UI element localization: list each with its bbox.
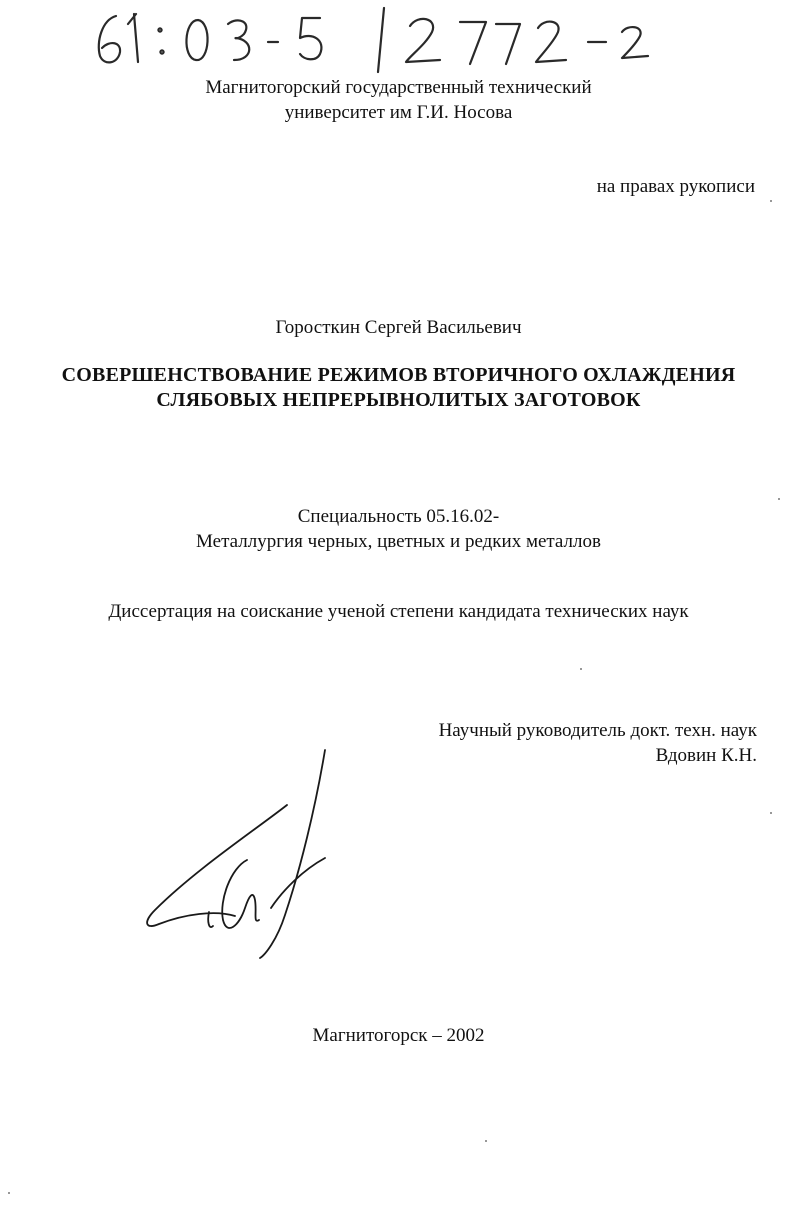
scan-speck [485,1140,487,1142]
handwritten-archive-mark [88,2,688,74]
scan-speck [8,1192,10,1194]
scan-speck [778,498,780,500]
supervisor-name: Вдовин К.Н. [655,745,757,766]
author-name: Горосткин Сергей Васильевич [275,317,522,338]
dissertation-title-line-1: СОВЕРШЕНСТВОВАНИЕ РЕЖИМОВ ВТОРИЧНОГО ОХЛАЖДЕНИЯ [61,364,736,386]
dissertation-degree: Диссертация на соискание ученой степени кандидата технических наук [108,601,689,622]
institution-line-1: Магнитогорский государственный технический [205,77,592,98]
specialty-code: Специальность 05.16.02- [297,506,500,527]
supervisor-title: Научный руководитель докт. техн. наук [438,720,757,741]
scan-speck [770,812,772,814]
institution-line-2: университет им Г.И. Носова [284,102,513,123]
dissertation-title-line-2: СЛЯБОВЫХ НЕПРЕРЫВНОЛИТЫХ ЗАГОТОВОК [156,389,641,411]
scan-speck [770,200,772,202]
scan-speck [580,668,582,670]
manuscript-note: на правах рукописи [596,176,755,197]
city-and-year: Магнитогорск – 2002 [312,1025,485,1046]
specialty-name: Металлургия черных, цветных и редких металлов [196,531,601,552]
signature [135,740,335,970]
